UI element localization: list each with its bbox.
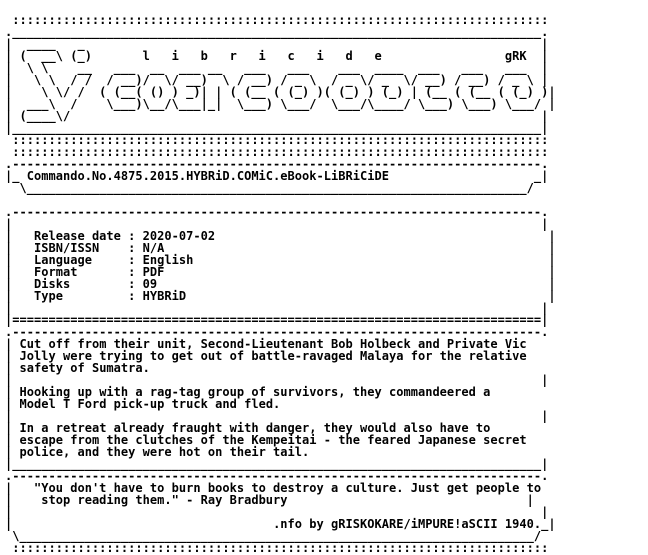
info-value: 09 — [142, 277, 158, 291]
logo-line: | ___\ / \___)\__/\___|_| \___) \___/ \___/\____/ \___) \___) \___/ | — [5, 97, 556, 111]
logo-line: | \ \ / / / __)/ \/ __) \ / __) / _ \ / _ \/ _ \/ __) / __) / _ \ | — [5, 73, 549, 87]
info-value: PDF — [142, 265, 165, 279]
logo-line: | \ \ __ ___ __ ___ __ ___ ___ ___ ____ ___ ___ ___ | — [5, 61, 549, 75]
info-label: Language — [33, 253, 92, 267]
credit-line: | .nfo by gRISKOKARE/iMPURE!aSCII 1940._| — [5, 517, 556, 531]
info-value: HYBRiD — [142, 289, 187, 303]
info-row-isbn: | ISBN/ISSN : N/A | — [5, 241, 556, 255]
desc-line: | Jolly were trying to get out of battle-ravaged Malaya for the relative — [5, 349, 527, 363]
info-value: N/A — [142, 241, 165, 255]
logo-frame-bottom: |_________________________________________________________________________| — [5, 121, 549, 135]
info-label: ISBN/ISSN — [33, 241, 100, 255]
desc-line: | | — [5, 373, 549, 387]
top-border: :::::::::::::::::::::::::::::::::::::::::::::::::::::::::::::::::::::::::: — [5, 13, 549, 27]
info-frame-bottom: |=========================================================================| — [5, 313, 549, 327]
info-label: Release date — [33, 229, 121, 243]
desc-line: | police, and they were hot on their tail. — [5, 445, 310, 459]
info-row-language: | Language : English | — [5, 253, 556, 267]
description-text: Model T Ford pick-up truck and fled. — [19, 397, 281, 411]
info-label: Disks — [33, 277, 71, 291]
info-frame: | | — [5, 217, 549, 231]
info-value: English — [142, 253, 194, 267]
info-frame: | | — [5, 301, 549, 315]
divider: :::::::::::::::::::::::::::::::::::::::::::::::::::::::::::::::::::::::::: — [5, 133, 549, 147]
desc-line: | | — [5, 409, 549, 423]
desc-frame-top: .-------------------------------------------------------------------------. — [5, 325, 549, 339]
quote-line: | "You don't have to burn books to destroy a culture. Just get people to — [5, 481, 542, 495]
quote-text: "You don't have to burn books to destroy a culture. Just get people to — [33, 481, 542, 495]
description-text: Jolly were trying to get out of battle-ravaged Malaya for the relative — [19, 349, 527, 363]
info-row-format: | Format : PDF | — [5, 265, 556, 279]
logo-frame-top: ._________________________________________________________________________. — [5, 25, 549, 39]
description-text: Hooking up with a rag-tag group of survivors, they commandeered a — [19, 385, 491, 399]
desc-line: | safety of Sumatra. — [5, 361, 150, 375]
description-text: escape from the clutches of the Kempeitai - the feared Japanese secret — [19, 433, 527, 447]
description-text: In a retreat already fraught with danger, they would also have to — [19, 421, 491, 435]
info-row-release-date: | Release date : 2020-07-02 | — [5, 229, 556, 243]
release-title: |_ Commando.No.4875.2015.HYBRiD.COMiC.eBook-LiBRiCiDE _| — [5, 169, 549, 183]
footer-frame-bottom: \_______________________________________________________________________/ — [5, 529, 542, 543]
release-name: Commando.No.4875.2015.HYBRiD.COMiC.eBook-LiBRiCiDE — [26, 169, 389, 183]
info-value: 2020-07-02 — [142, 229, 216, 243]
desc-line: | In a retreat already fraught with danger, they would also have to — [5, 421, 491, 435]
title-frame-top: .-------------------------------------------------------------------------. — [5, 157, 549, 171]
quote-line: | stop reading them." - Ray Bradbury | — [5, 493, 534, 507]
info-frame-top: .-------------------------------------------------------------------------. — [5, 205, 549, 219]
divider: :::::::::::::::::::::::::::::::::::::::::::::::::::::::::::::::::::::::::: — [5, 145, 549, 159]
description-text: safety of Sumatra. — [19, 361, 150, 375]
info-row-disks: | Disks : 09 | — [5, 277, 556, 291]
logo-line: | ____ _ | — [5, 37, 549, 51]
desc-line: | Model T Ford pick-up truck and fled. — [5, 397, 281, 411]
nfo-text-art — [5, 14, 556, 554]
title-frame-bottom: \_____________________________________________________________________/ — [5, 181, 549, 195]
description-text: police, and they were hot on their tail. — [19, 445, 310, 459]
quote-frame: | | — [5, 505, 549, 519]
desc-line: | escape from the clutches of the Kempeitai - the feared Japanese secret — [5, 433, 527, 447]
info-row-type: | Type : HYBRiD | — [5, 289, 556, 303]
nfo-credit: .nfo by gRISKOKARE/iMPURE!aSCII 1940. — [273, 517, 542, 531]
desc-line: | Cut off from their unit, Second-Lieutenant Bob Holbeck and Private Vic — [5, 337, 527, 351]
desc-line: | Hooking up with a rag-tag group of survivors, they commandeered a — [5, 385, 491, 399]
info-label: Type — [33, 289, 63, 303]
info-label: Format — [33, 265, 78, 279]
logo-line: | ( __\ (_) l i b r i c i d e gRK | — [5, 49, 549, 63]
description-text: Cut off from their unit, Second-Lieutenant Bob Holbeck and Private Vic — [19, 337, 527, 351]
desc-frame-bottom: |_________________________________________________________________________| — [5, 457, 549, 471]
quote-text: stop reading them." - Ray Bradbury — [33, 493, 288, 507]
bottom-border: :::::::::::::::::::::::::::::::::::::::::::::::::::::::::::::::::::::::::: — [5, 541, 549, 555]
logo-line: | (____\/ | — [5, 109, 549, 123]
logo-line: | \ \/ / ( (__( () ) _)| | ( (__ ( (_) )( (_) ) (_) | (__ ( (__ ( (_) )| — [5, 85, 556, 99]
quote-frame-top: .-------------------------------------------------------------------------. — [5, 469, 549, 483]
